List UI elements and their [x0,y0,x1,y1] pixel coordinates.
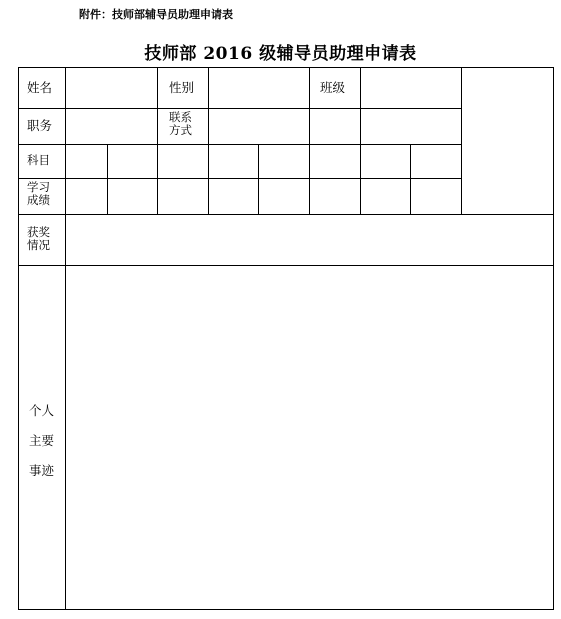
personal-deeds-label [18,396,65,486]
awards-label-line2: 情况 [27,238,50,252]
attachment-note: 附件：技师部辅导员助理申请表 [79,8,233,21]
contact-label [169,111,192,137]
subject-label: 科目 [27,153,50,167]
grades-label-line2: 成绩 [27,193,50,207]
deeds-label-line1: 个人 [28,403,54,418]
grades-label-line1: 学习 [27,180,50,194]
class-label: 班级 [320,80,346,95]
grades-label [27,181,50,207]
gender-label: 性别 [169,80,195,95]
contact-label-line2: 方式 [169,123,192,137]
deeds-label-line3: 事迹 [28,463,54,478]
contact-label-line1: 联系 [169,110,192,124]
position-label: 职务 [27,118,53,133]
awards-label [27,226,50,252]
page-title: 技师部 2016 级辅导员助理申请表 [144,44,417,64]
deeds-label-line2: 主要 [28,433,54,448]
name-label: 姓名 [27,80,53,95]
awards-label-line1: 获奖 [27,225,50,239]
